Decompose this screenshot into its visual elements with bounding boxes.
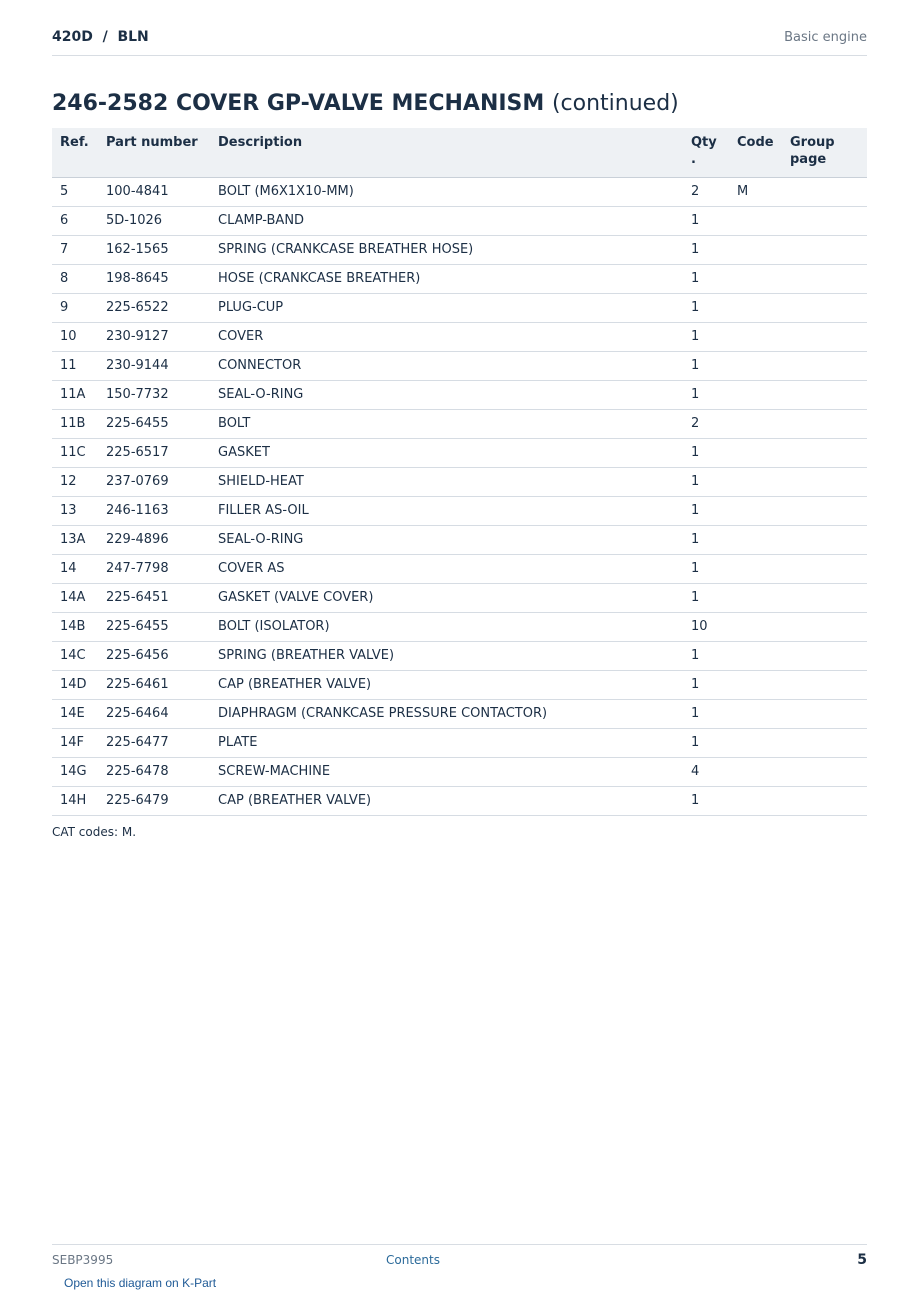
- page-number: 5: [857, 1252, 867, 1268]
- cell-group-page: [782, 728, 867, 757]
- cell-part-number: 229-4896: [98, 525, 210, 554]
- cell-part-number: 225-6522: [98, 293, 210, 322]
- cell-code: [729, 757, 782, 786]
- cell-description: DIAPHRAGM (CRANKCASE PRESSURE CONTACTOR): [210, 699, 683, 728]
- cell-description: BOLT (M6X1X10-MM): [210, 177, 683, 206]
- cell-description: CAP (BREATHER VALVE): [210, 670, 683, 699]
- column-header-ref: [52, 128, 98, 177]
- cell-ref: 14H: [52, 786, 98, 815]
- cell-code: [729, 525, 782, 554]
- cell-group-page: [782, 409, 867, 438]
- table-row: [52, 525, 867, 554]
- cell-ref: 8: [52, 264, 98, 293]
- cell-group-page: [782, 641, 867, 670]
- table-body: [52, 177, 867, 815]
- cell-qty: 10: [683, 612, 729, 641]
- cell-description: FILLER AS-OIL: [210, 496, 683, 525]
- cell-description: PLUG-CUP: [210, 293, 683, 322]
- cell-code: [729, 728, 782, 757]
- footer-divider: [52, 1244, 867, 1245]
- cell-qty: 1: [683, 496, 729, 525]
- column-header-part-number-text: Part number: [106, 135, 198, 150]
- column-header-qty-text: Qty .: [691, 135, 717, 167]
- table-row: [52, 264, 867, 293]
- cell-description: CONNECTOR: [210, 351, 683, 380]
- cell-group-page: [782, 786, 867, 815]
- cell-part-number: 150-7732: [98, 380, 210, 409]
- cell-group-page: [782, 235, 867, 264]
- page-title: [52, 89, 679, 119]
- table-row: [52, 409, 867, 438]
- cell-ref: 9: [52, 293, 98, 322]
- table-row: [52, 293, 867, 322]
- cell-qty: 1: [683, 380, 729, 409]
- cell-code: [729, 322, 782, 351]
- cell-code: [729, 235, 782, 264]
- cell-qty: 1: [683, 293, 729, 322]
- cell-qty: 1: [683, 438, 729, 467]
- cell-ref: 5: [52, 177, 98, 206]
- cell-ref: 14C: [52, 641, 98, 670]
- cell-description: SEAL-O-RING: [210, 525, 683, 554]
- cell-description: CLAMP-BAND: [210, 206, 683, 235]
- cell-part-number: 225-6464: [98, 699, 210, 728]
- cell-qty: 2: [683, 177, 729, 206]
- cell-code: [729, 264, 782, 293]
- table-row: [52, 757, 867, 786]
- cell-part-number: 230-9144: [98, 351, 210, 380]
- cell-description: CAP (BREATHER VALVE): [210, 786, 683, 815]
- cell-ref: 14G: [52, 757, 98, 786]
- cell-description: SCREW-MACHINE: [210, 757, 683, 786]
- cell-group-page: [782, 380, 867, 409]
- table-row: [52, 177, 867, 206]
- cell-qty: 1: [683, 235, 729, 264]
- cell-part-number: 5D-1026: [98, 206, 210, 235]
- cell-group-page: [782, 351, 867, 380]
- table-row: [52, 670, 867, 699]
- cell-part-number: 225-6477: [98, 728, 210, 757]
- cell-qty: 1: [683, 467, 729, 496]
- cell-qty: 1: [683, 670, 729, 699]
- cell-qty: 1: [683, 554, 729, 583]
- column-header-description-text: Description: [218, 135, 303, 150]
- cell-ref: 10: [52, 322, 98, 351]
- cell-code: [729, 641, 782, 670]
- cell-description: BOLT (ISOLATOR): [210, 612, 683, 641]
- cell-group-page: [782, 612, 867, 641]
- cell-qty: 1: [683, 583, 729, 612]
- cell-group-page: [782, 496, 867, 525]
- cell-qty: 1: [683, 206, 729, 235]
- cell-part-number: 225-6451: [98, 583, 210, 612]
- cell-qty: 1: [683, 525, 729, 554]
- cell-code: [729, 293, 782, 322]
- cell-code: [729, 612, 782, 641]
- table-row: [52, 583, 867, 612]
- section-label: Basic engine: [784, 30, 867, 45]
- document-id: SEBP3995: [52, 1253, 114, 1267]
- cell-description: SPRING (CRANKCASE BREATHER HOSE): [210, 235, 683, 264]
- column-header-ref-text: Ref.: [60, 135, 89, 150]
- cell-description: SPRING (BREATHER VALVE): [210, 641, 683, 670]
- cell-description: COVER AS: [210, 554, 683, 583]
- column-header-group-page: [782, 128, 867, 177]
- table-row: [52, 728, 867, 757]
- cell-code: [729, 438, 782, 467]
- cell-group-page: [782, 293, 867, 322]
- cell-ref: 11C: [52, 438, 98, 467]
- cell-part-number: 247-7798: [98, 554, 210, 583]
- cell-ref: 13A: [52, 525, 98, 554]
- cell-ref: 12: [52, 467, 98, 496]
- contents-link[interactable]: Contents: [386, 1253, 440, 1267]
- cell-part-number: 225-6478: [98, 757, 210, 786]
- cell-description: HOSE (CRANKCASE BREATHER): [210, 264, 683, 293]
- cell-code: [729, 409, 782, 438]
- cell-group-page: [782, 583, 867, 612]
- cell-qty: 4: [683, 757, 729, 786]
- cell-qty: 2: [683, 409, 729, 438]
- table-row: [52, 641, 867, 670]
- open-in-kpart-link[interactable]: Open this diagram on K-Part: [64, 1276, 217, 1290]
- cell-group-page: [782, 757, 867, 786]
- cell-code: [729, 670, 782, 699]
- model-label: 420D / BLN: [52, 29, 149, 45]
- cell-ref: 7: [52, 235, 98, 264]
- cell-description: SEAL-O-RING: [210, 380, 683, 409]
- cell-ref: 14A: [52, 583, 98, 612]
- cell-code: M: [729, 177, 782, 206]
- cell-description: COVER: [210, 322, 683, 351]
- cell-code: [729, 496, 782, 525]
- cell-ref: 11: [52, 351, 98, 380]
- cell-part-number: 162-1565: [98, 235, 210, 264]
- cell-description: BOLT: [210, 409, 683, 438]
- cell-qty: 1: [683, 351, 729, 380]
- cell-group-page: [782, 467, 867, 496]
- cell-ref: 14: [52, 554, 98, 583]
- cell-part-number: 198-8645: [98, 264, 210, 293]
- cell-part-number: 225-6517: [98, 438, 210, 467]
- column-header-qty: [683, 128, 729, 177]
- cell-part-number: 230-9127: [98, 322, 210, 351]
- table-row: [52, 438, 867, 467]
- cell-qty: 1: [683, 322, 729, 351]
- column-header-code-text: Code: [737, 135, 774, 150]
- table-row: [52, 554, 867, 583]
- cell-code: [729, 699, 782, 728]
- cell-code: [729, 351, 782, 380]
- cell-group-page: [782, 264, 867, 293]
- cell-ref: 11A: [52, 380, 98, 409]
- cell-group-page: [782, 670, 867, 699]
- cell-qty: 1: [683, 699, 729, 728]
- cell-qty: 1: [683, 786, 729, 815]
- cell-qty: 1: [683, 264, 729, 293]
- table-header-row: [52, 128, 867, 177]
- cell-code: [729, 206, 782, 235]
- cell-part-number: 225-6456: [98, 641, 210, 670]
- title-main: 246-2582 COVER GP-VALVE MECHANISM: [52, 91, 545, 116]
- table-row: [52, 235, 867, 264]
- cell-ref: 11B: [52, 409, 98, 438]
- cell-qty: 1: [683, 641, 729, 670]
- cell-code: [729, 583, 782, 612]
- cell-part-number: 225-6455: [98, 409, 210, 438]
- table-row: [52, 206, 867, 235]
- cell-part-number: 225-6479: [98, 786, 210, 815]
- cell-part-number: 225-6461: [98, 670, 210, 699]
- table-row: [52, 322, 867, 351]
- cell-group-page: [782, 177, 867, 206]
- cell-description: GASKET: [210, 438, 683, 467]
- table-header: [52, 128, 867, 177]
- table-row: [52, 496, 867, 525]
- cell-code: [729, 467, 782, 496]
- cell-group-page: [782, 322, 867, 351]
- cell-part-number: 246-1163: [98, 496, 210, 525]
- cell-group-page: [782, 438, 867, 467]
- title-suffix: (continued): [551, 91, 679, 116]
- cell-description: GASKET (VALVE COVER): [210, 583, 683, 612]
- cell-code: [729, 554, 782, 583]
- column-header-code: [729, 128, 782, 177]
- cell-group-page: [782, 554, 867, 583]
- cell-ref: 14B: [52, 612, 98, 641]
- table-row: [52, 351, 867, 380]
- cell-qty: 1: [683, 728, 729, 757]
- cell-group-page: [782, 699, 867, 728]
- column-header-part-number: [98, 128, 210, 177]
- cell-part-number: 225-6455: [98, 612, 210, 641]
- table-row: [52, 380, 867, 409]
- page-header: [52, 28, 867, 56]
- table-row: [52, 786, 867, 815]
- cell-description: PLATE: [210, 728, 683, 757]
- cell-part-number: 237-0769: [98, 467, 210, 496]
- column-header-group-page-text: Group page: [790, 135, 835, 167]
- table-row: [52, 467, 867, 496]
- cat-codes-note: CAT codes: M.: [52, 825, 137, 839]
- cell-group-page: [782, 525, 867, 554]
- cell-ref: 14F: [52, 728, 98, 757]
- cell-code: [729, 786, 782, 815]
- cell-part-number: 100-4841: [98, 177, 210, 206]
- cell-ref: 14E: [52, 699, 98, 728]
- cell-code: [729, 380, 782, 409]
- table-row: [52, 699, 867, 728]
- parts-table: [52, 128, 867, 816]
- table-row: [52, 612, 867, 641]
- column-header-description: [210, 128, 683, 177]
- cell-ref: 6: [52, 206, 98, 235]
- cell-group-page: [782, 206, 867, 235]
- cell-description: SHIELD-HEAT: [210, 467, 683, 496]
- cell-ref: 14D: [52, 670, 98, 699]
- cell-ref: 13: [52, 496, 98, 525]
